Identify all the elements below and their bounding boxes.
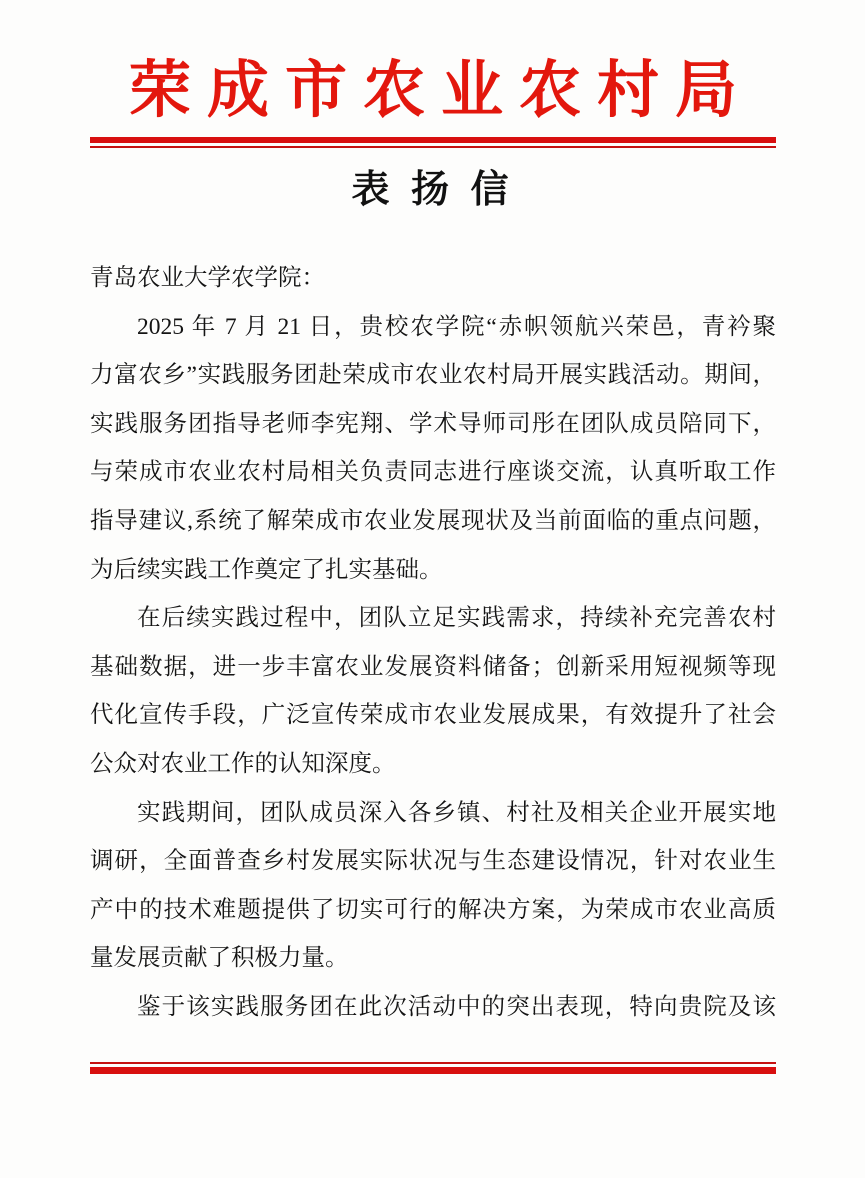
body-line: 代化宣传手段，广泛宣传荣成市农业发展成果，有效提升了社会 — [90, 702, 776, 729]
header-divider-thin-line — [90, 146, 776, 148]
footer-divider-thick-line — [90, 1067, 776, 1074]
body-line: 实践期间，团队成员深入各乡镇、村社及相关企业开展实地 — [137, 799, 776, 826]
body-line: 2025 年 7 月 21 日，贵校农学院“赤帜领航兴荣邑，青衿聚 — [137, 313, 776, 340]
body-line: 力富农乡”实践服务团赴荣成市农业农村局开展实践活动。期间， — [90, 362, 776, 389]
body-line: 量发展贡献了积极力量。 — [90, 945, 349, 972]
body-line: 调研，全面普查乡村发展实际状况与生态建设情况，针对农业生 — [90, 848, 776, 875]
header-divider — [90, 137, 776, 148]
letter-title: 表 扬 信 — [351, 169, 515, 211]
body-line: 产中的技术难题提供了切实可行的解决方案，为荣成市农业高质 — [90, 896, 776, 923]
salutation-line: 青岛农业大学农学院： — [90, 265, 325, 291]
body-line: 基础数据，进一步丰富农业发展资料储备；创新采用短视频等现 — [90, 653, 776, 680]
issuing-agency-title: 荣成市农业农村局 — [128, 57, 753, 125]
letter-body — [90, 254, 776, 1032]
body-line: 为后续实践工作奠定了扎实基础。 — [90, 556, 443, 583]
footer-divider — [90, 1062, 776, 1074]
body-line: 实践服务团指导老师李宪翔、学术导师司彤在团队成员陪同下， — [90, 410, 776, 437]
body-line: 公众对农业工作的认知深度。 — [90, 750, 396, 777]
body-line: 与荣成市农业农村局相关负责同志进行座谈交流，认真听取工作 — [90, 459, 776, 486]
body-line: 指导建议,系统了解荣成市农业发展现状及当前面临的重点问题， — [90, 507, 776, 534]
body-line: 在后续实践过程中，团队立足实践需求，持续补充完善农村 — [137, 605, 776, 632]
body-line: 鉴于该实践服务团在此次活动中的突出表现，特向贵院及该 — [137, 993, 776, 1020]
